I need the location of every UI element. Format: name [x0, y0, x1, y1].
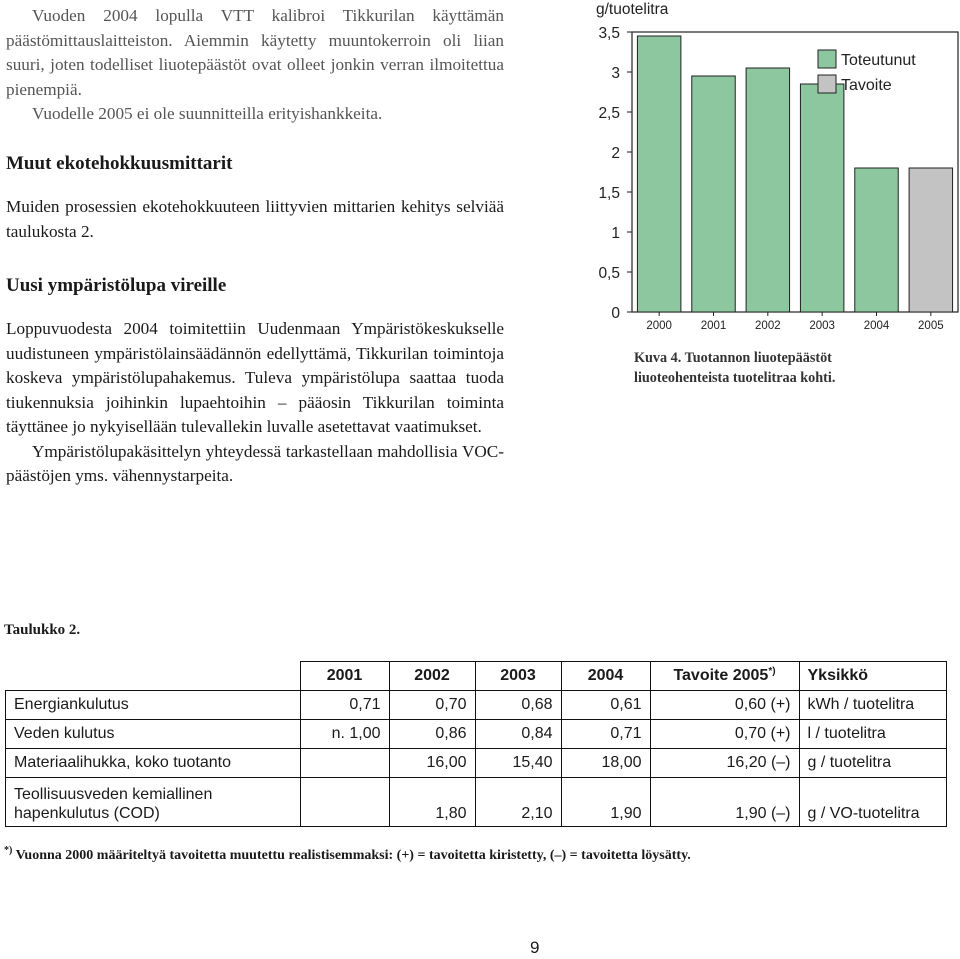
table-header-row: [6, 662, 947, 691]
legend-label-tavoite: Tavoite: [841, 77, 892, 94]
intro-paragraph-1: Vuoden 2004 lopulla VTT kalibroi Tikkurilan käyttämän päästömittauslaitteiston. Aiemmin käytetty muuntokerroin oli liian suuri, joten todelliset liuotepäästöt ovat olleet jonkin verran ilmoitettua pienempiä.: [6, 6, 504, 99]
table-cell: 0,70 (+): [650, 720, 799, 749]
table-cell: [300, 749, 389, 778]
y-tick-label: 3,5: [598, 25, 620, 42]
table-cell: 1,90 (–): [650, 778, 799, 827]
paragraph-ymparistolupa-a: Loppuvuodesta 2004 toimitettiin Uudenmaan Ympäristökeskukselle uudistuneen ympäristölainsäädännön edellyttämä, Tikkurilan toimintoja koskeva ympäristölupahakemus. Tuleva ympäristölupa saattaa tuoda tiukennuksia joihinkin lupaehtoihin – pääosin Tikkurilan toiminta täyttänee jo nykyisellään tulevallekin luvalle asetettavat vaatimukset.: [6, 319, 504, 436]
y-tick-label: 0,5: [598, 265, 620, 282]
y-tick-label: 0: [611, 305, 620, 322]
legend-swatch-tavoite: [818, 75, 836, 93]
table-row: [6, 749, 947, 778]
metrics-table: [5, 661, 947, 827]
table-cell: 1,80: [389, 778, 475, 827]
x-tick-label: 2002: [755, 320, 781, 332]
x-tick-label: 2001: [700, 320, 727, 332]
table-cell: 15,40: [475, 749, 561, 778]
row-label-line-2: hapenkulutus (COD): [14, 805, 160, 822]
table-cell: 18,00: [561, 749, 650, 778]
bar-2001: [692, 76, 735, 312]
row-label: [6, 778, 301, 827]
bar-2002: [746, 68, 789, 312]
caption-line-2: liuoteohenteista tuotelitraa kohti.: [634, 370, 836, 386]
heading-uusi-ymparistolupa: Uusi ympäristölupa vireille: [6, 275, 227, 296]
intro-paragraph-2: Vuodelle 2005 ei ole suunnitteilla erityishankkeita.: [32, 104, 383, 123]
table-cell: 16,00: [389, 749, 475, 778]
table-cell: 0,68: [475, 691, 561, 720]
y-axis-label: g/tuotelitra: [596, 1, 669, 18]
target-footnote-marker: *): [768, 666, 776, 677]
footnote-marker: *): [4, 845, 13, 856]
table-header-2004: 2004: [561, 662, 650, 691]
x-tick-label: 2003: [809, 320, 835, 332]
paragraph-ymparistolupa-b: Ympäristölupakäsittelyn yhteydessä tarkastellaan mahdollisia VOC-päästöjen yms. vähennystarpeita.: [6, 441, 504, 485]
table-cell: 1,90: [561, 778, 650, 827]
table-cell-unit: kWh / tuotelitra: [799, 691, 946, 720]
table-cell: 0,71: [300, 691, 389, 720]
caption-line-1: Kuva 4. Tuotannon liuotepäästöt: [634, 350, 832, 366]
footnote-text: Vuonna 2000 määriteltyä tavoitetta muutettu realistisemmaksi: (+) = tavoitetta kiristetty, (–) = tavoitetta löysätty.: [15, 848, 691, 863]
table-cell: 2,10: [475, 778, 561, 827]
table-cell-unit: l / tuotelitra: [799, 720, 946, 749]
y-tick-label: 1,5: [598, 185, 620, 202]
x-tick-label: 2004: [863, 320, 890, 332]
table-cell-unit: g / VO-tuotelitra: [799, 778, 946, 827]
x-tick-label: 2005: [918, 320, 944, 332]
table-cell: 0,86: [389, 720, 475, 749]
table-header-2001: 2001: [300, 662, 389, 691]
y-tick-label: 3: [611, 65, 620, 82]
y-tick-label: 1: [611, 225, 620, 242]
table-header-2003: 2003: [475, 662, 561, 691]
table-cell: n. 1,00: [300, 720, 389, 749]
paragraph-muut: Muiden prosessien ekotehokkuuteen liittyvien mittarien kehitys selviää taulukosta 2.: [6, 197, 504, 241]
table-row: [6, 778, 947, 827]
table-row: [6, 691, 947, 720]
table-header-target: [650, 662, 799, 691]
table-cell: 16,20 (–): [650, 749, 799, 778]
bar-2005: [909, 168, 952, 312]
y-tick-label: 2: [611, 145, 620, 162]
footnote: [4, 845, 691, 864]
table-label: Taulukko 2.: [4, 622, 81, 638]
table-cell: 0,70: [389, 691, 475, 720]
row-label: Veden kulutus: [6, 720, 301, 749]
table-cell: 0,84: [475, 720, 561, 749]
table-cell: [300, 778, 389, 827]
emissions-bar-chart: [580, 0, 960, 345]
table-cell: 0,71: [561, 720, 650, 749]
paragraph-group-ymparistolupa: [6, 317, 504, 489]
table-header-2002: 2002: [389, 662, 475, 691]
x-tick-label: 2000: [646, 320, 672, 332]
bar-2004: [855, 168, 898, 312]
table-header-blank: [6, 662, 301, 691]
table-cell: 0,61: [561, 691, 650, 720]
target-header-label: Tavoite 2005: [673, 667, 769, 684]
legend-label-toteutunut: Toteutunut: [841, 52, 916, 69]
table-header-unit: Yksikkö: [799, 662, 946, 691]
bar-2000: [637, 36, 680, 312]
heading-muut-ekotehokkuusmittarit: Muut ekotehokkuusmittarit: [6, 153, 233, 174]
table-cell: 0,60 (+): [650, 691, 799, 720]
figure-caption: [634, 348, 934, 388]
row-label: Materiaalihukka, koko tuotanto: [6, 749, 301, 778]
left-column: [6, 4, 504, 485]
row-label: Energiankulutus: [6, 691, 301, 720]
bar-2003: [800, 84, 843, 312]
row-label-line-1: Teollisuusveden kemiallinen: [14, 786, 213, 803]
y-tick-label: 2,5: [598, 105, 620, 122]
legend-swatch-toteutunut: [818, 50, 836, 68]
page-number: 9: [530, 938, 540, 957]
table-row: [6, 720, 947, 749]
table-cell-unit: g / tuotelitra: [799, 749, 946, 778]
